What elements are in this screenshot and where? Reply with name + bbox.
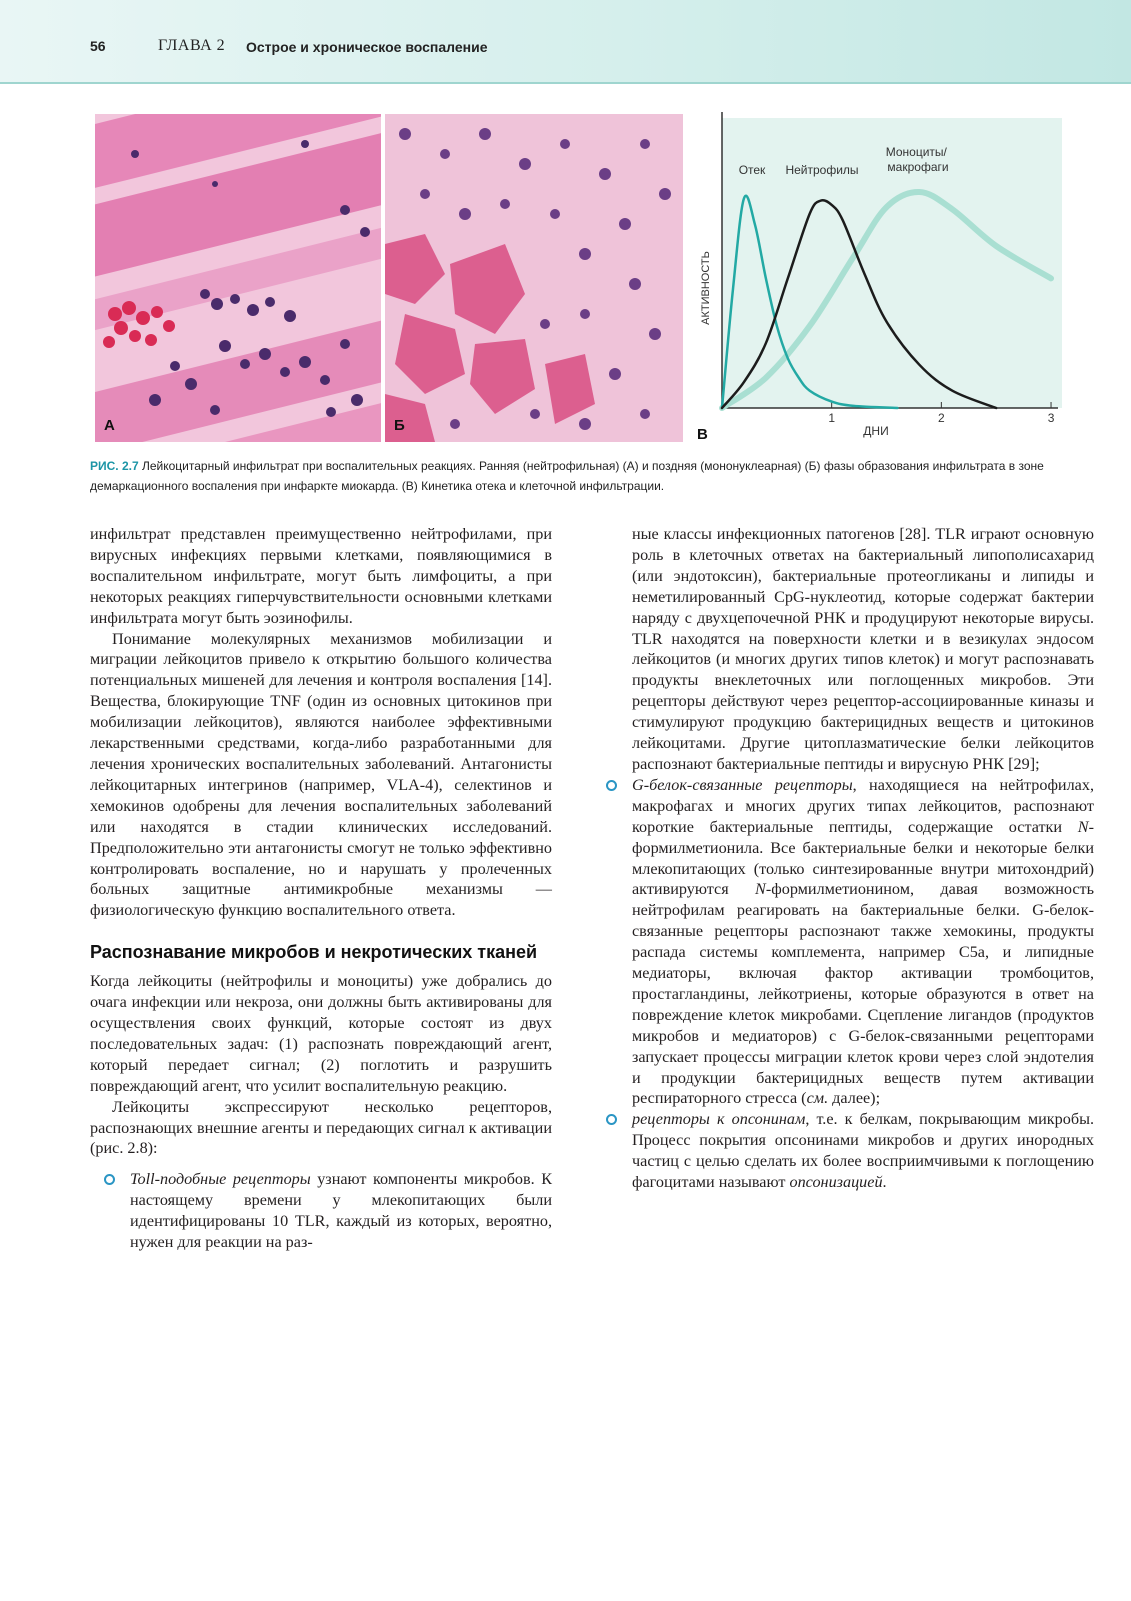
list-item-opsonin: рецепторы к опсонинам, т.е. к белкам, покрывающим микробы. Процесс покрытия опсонинами микробов и других инородных частиц с целью сделать их более восприимчивыми к поглощению фагоцитами называют опсонизацией.: [632, 1109, 1094, 1193]
x-tick-label: 3: [1047, 411, 1055, 425]
figure-number: РИС. 2.7: [90, 459, 139, 473]
bullet-icon: [104, 1174, 115, 1185]
list-item-g-protein: G-белок-связанные рецепторы, находящиеся на нейтрофилах, макрофагах и многих других типах лейкоцитов, распознают короткие бактериальные пептиды, содержащие остатки N-формилметионила. Все бактериальные белки и некоторые белки млекопитающих (только синтезированные внутри митохондрий) активируются N-формилметионином, давая возможность нейтрофилам реагировать на бактериальные белки. G-белок-связанные рецепторы распознают также хемокины, продукты распада системы комплемента, например C5a, и липидные медиаторы, включая фактор активации тромбоцитов, простагландины, лейкотриены, которые образуются в ответ на повреждение клеток микробами. Сцепление лигандов (продуктов микробов и медиаторов) с G-белок-связанными рецепторами запускает процессы миграции клеток крови через слой эндотелия и продукции бактерицидных веществ путем активации респираторного стресса (см. далее);: [632, 775, 1094, 1110]
paragraph: Понимание молекулярных механизмов мобилизации и миграции лейкоцитов привело к открытию большого количества потенциальных мишеней для лечения и контроля воспаления [14]. Вещества, блокирующие TNF (один из основных цитокинов при мобилизации лейкоцитов), являются наиболее эффективными лекарственными средствами, когда-либо разработанными для лечения хронических воспалительных заболеваний. Антагонисты лейкоцитарных интегринов (например, VLA-4), селектинов и хемокинов одобрены для лечения воспалительных заболеваний или находятся в стадии клинических исследований. Предположительно эти антагонисты смогут не только эффективно контролировать воспаление, но и нарушать у пролеченных больных защитные антимикробные механизмы — физиологическую функцию воспалительного ответа.: [90, 629, 552, 920]
kinetics-chart: [692, 108, 1064, 446]
panel-label-a: А: [104, 417, 115, 434]
section-heading: Распознавание микробов и некротических тканей: [90, 942, 538, 963]
caption-text: Лейкоцитарный инфильтрат при воспалительных реакциях. Ранняя (нейтрофильная) (А) и поздняя (мононуклеарная) (Б) фазы образования инфильтрата в зоне демаркационного воспаления при инфаркте миокарда. (В) Кинетика отека и клеточной инфильтрации.: [90, 459, 1044, 493]
bullet-icon: [606, 780, 617, 791]
chapter-label: ГЛАВА 2: [158, 37, 226, 54]
term-g-protein: G-белок-связанные рецепторы: [632, 775, 853, 794]
panel-label-c: В: [697, 426, 708, 443]
list-item-toll: Toll-подобные рецепторы узнают компоненты микробов. К настоящему времени у млекопитающих были идентифицированы 10 TLR, каждый из которых, вероятно, нужен для реакции на раз-: [90, 1169, 552, 1253]
paragraph: инфильтрат представлен преимущественно нейтрофилами, при вирусных инфекциях первыми клетками, появляющимися в воспалительном инфильтрате, могут быть лимфоциты, а при некоторых реакциях гиперчувствительности основными клетками инфильтрата могут быть эозинофилы.: [90, 525, 552, 627]
paragraph: Когда лейкоциты (нейтрофилы и моноциты) уже добрались до очага инфекции или некроза, они должны быть активированы для осуществления своих функций, которые состоят из двух последовательных задач: (1) распознать повреждающий агент, который передает сигнал; (2) поглотить и разрушить повреждающий агент, что усилит воспалительную реакцию.: [90, 972, 552, 1095]
series-label-edema: Отек: [738, 163, 766, 177]
chapter-title: Острое и хроническое воспаление: [246, 39, 488, 55]
x-axis-label: ДНИ: [863, 424, 889, 438]
text-column-right: [632, 524, 1094, 1193]
header-divider: [0, 82, 1131, 84]
series-label-monocytes: Моноциты/ макрофаги: [885, 145, 949, 174]
y-axis-label: АКТИВНОСТЬ: [700, 251, 712, 325]
text-column-left: [90, 524, 552, 1253]
bullet-icon: [606, 1114, 617, 1125]
term-opsonization: опсонизацией: [789, 1173, 883, 1192]
x-tick-label: 1: [828, 411, 836, 425]
page-number: 56: [90, 38, 106, 54]
paragraph: Лейкоциты экспрессируют несколько рецепторов, распознающих внешние агенты и передающих сигнал к активации (рис. 2.8):: [90, 1097, 552, 1158]
term-opsonin: рецепторы к опсонинам: [632, 1110, 806, 1129]
series-label-neutrophils: Нейтрофилы: [785, 163, 859, 177]
paragraph: ные классы инфекционных патогенов [28]. TLR играют основную роль в клеточных ответах на бактериальный липополисахарид (или эндотоксин), бактериальные протеогликаны и липиды и неметилированный CpG-нуклеотид, которые содержат бактерии наряду с двухцепочечной РНК и продуцируют некоторые вирусы. TLR находятся на поверхности клетки и в везикулах эндосом лейкоцитов (и многих других типов клеток) и могут распознавать продукты внеклеточных или поглощенных микробов. Эти рецепторы действуют через рецептор-ассоциированные киназы и стимулируют продукцию бактерицидных веществ и цитокинов лейкоцитами. Другие цитоплазматические белки лейкоцитов распознают бактериальные пептиды и вирусную РНК [29];: [632, 525, 1094, 773]
panel-label-b: Б: [394, 417, 405, 434]
x-tick-label: 2: [938, 411, 945, 425]
figure-caption: [90, 456, 1050, 496]
micrograph-a: [95, 114, 381, 442]
micrograph-b: [385, 114, 683, 442]
term-toll: Toll-подобные рецепторы: [130, 1170, 311, 1189]
